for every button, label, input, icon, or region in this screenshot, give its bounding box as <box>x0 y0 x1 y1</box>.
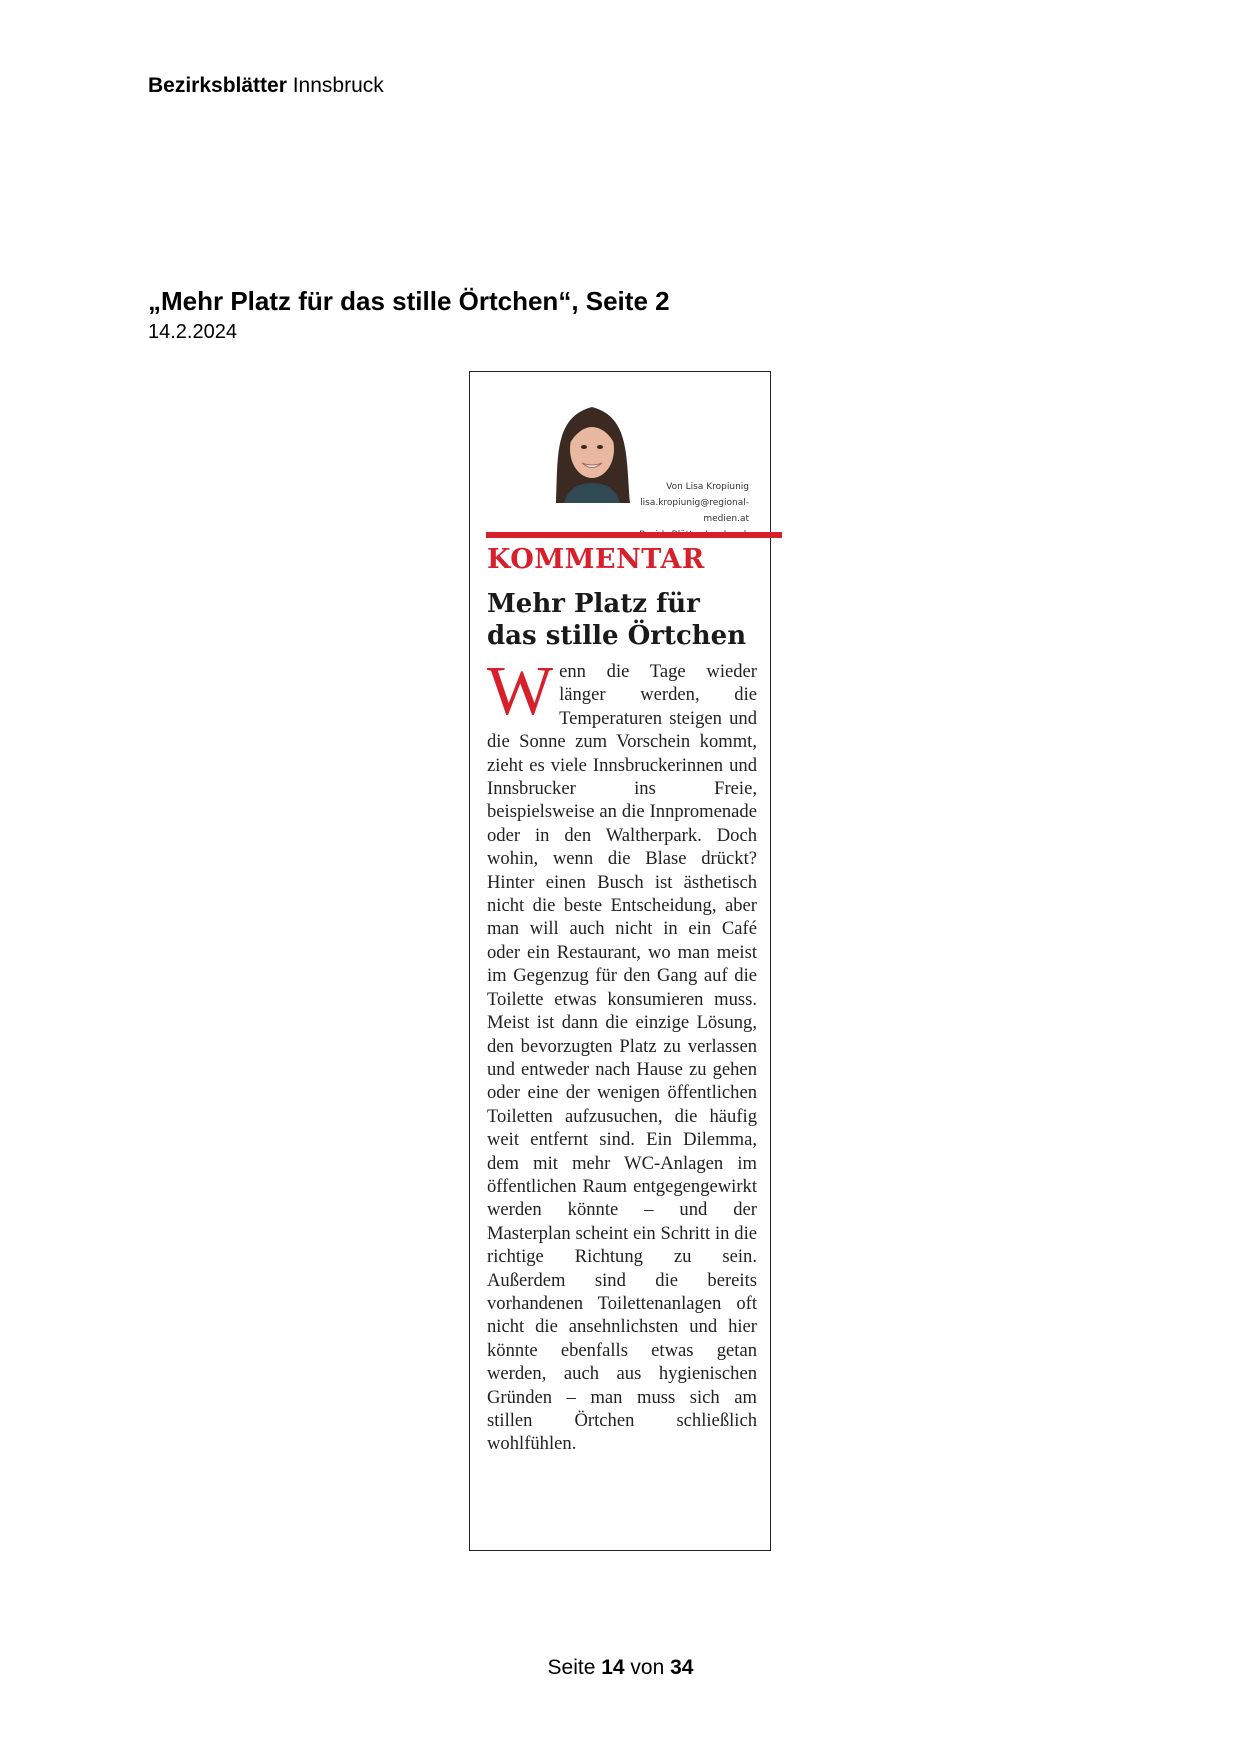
author-portrait <box>546 397 638 503</box>
page-number <box>0 1656 1241 1680</box>
byline-email-domain: medien.at <box>703 514 749 524</box>
byline-email: lisa.kropiunig@regional- <box>640 498 749 508</box>
publication-name: Bezirksblätter <box>148 74 287 97</box>
document-date: 14.2.2024 <box>148 321 237 343</box>
clipping-header <box>486 397 754 524</box>
article-headline: Mehr Platz für das stille Örtchen <box>487 589 747 651</box>
page-header <box>148 74 384 98</box>
page-of-label: von <box>624 1656 671 1679</box>
article-body <box>487 653 757 1456</box>
page-total: 34 <box>670 1656 694 1679</box>
article-text: enn die Tage wieder länger werden, die Temperaturen steigen und die Sonne zum Vorschein kommt, zieht es viele Innsbruckerinnen und Innsbrucker ins Freie, beispielsweise an die Innpromenade oder in den Waltherpark. Doch wohin, wenn die Blase drückt? Hinter einen Busch ist ästhetisch nicht die beste Entscheidung, aber man will auch nicht in ein Café oder ein Restaurant, wo man meist im Gegenzug für den Gang auf die Toilette etwas konsumieren muss. Meist ist dann die einzige Lösung, den bevorzugten Platz zu verlassen und entweder nach Hause zu gehen oder eine der wenigen öffentlichen Toiletten aufzusuchen, die häufig weit entfernt sind. Ein Dilemma, dem mit mehr WC-Anlagen im öffentlichen Raum entgegengewirkt werden könnte – und der Masterplan scheint ein Schritt in die richtige Richtung zu sein. Außerdem sind die bereits vorhandenen Toilettenanlagen oft nicht die ansehnlichsten und hier könnte ebenfalls etwas getan werden, auch aus hygienischen Gründen – man muss sich am stillen Örtchen schließlich wohlfühlen. <box>487 661 757 1455</box>
red-divider <box>486 532 782 538</box>
page-current: 14 <box>601 1656 625 1679</box>
page-label: Seite <box>547 1656 602 1679</box>
article-kicker: KOMMENTAR <box>487 544 705 575</box>
byline-author: Von Lisa Kropiunig <box>666 482 749 492</box>
publication-region: Innsbruck <box>286 74 384 97</box>
drop-cap: W <box>487 653 554 730</box>
document-title: „Mehr Platz für das stille Örtchen“, Seite 2 <box>148 286 670 316</box>
article-clipping <box>469 371 771 1551</box>
